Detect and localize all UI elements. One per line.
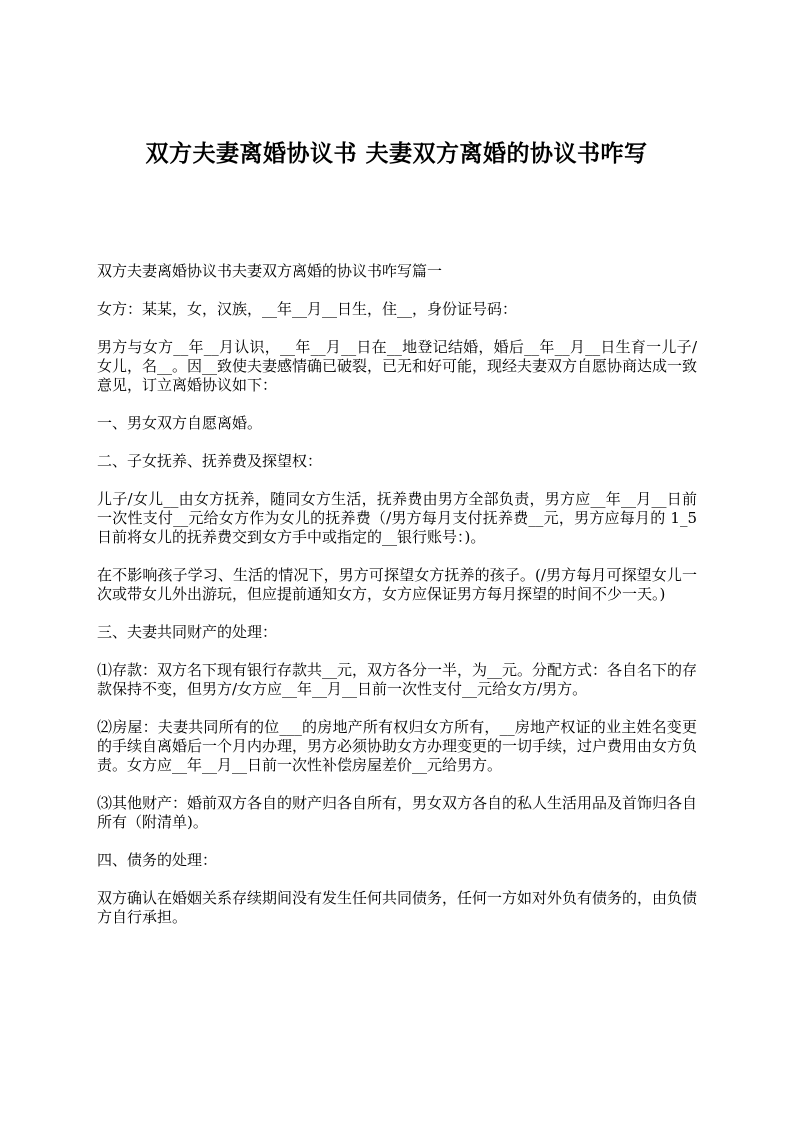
section-heading-divorce: 一、男女双方自愿离婚。 — [97, 414, 263, 432]
paragraph-custody-support: 儿子/女儿__由女方抚养，随同女方生活，抚养费由男方全部负责，男方应__年__月__日前一次性支付__元给女方作为女儿的抚养费（/男方每月支付抚养费__元，男方应每月的 1_5 日前将女儿的抚养费交到女方手中或指定的__银行账号：)。 — [97, 490, 697, 546]
section-heading-debt: 四、债务的处理： — [97, 851, 218, 869]
paragraph-female-party: 女方：某某，女，汉族，__年__月__日生，住__，身份证号码： — [97, 300, 518, 318]
paragraph-debt: 双方确认在婚姻关系存续期间没有发生任何共同债务，任何一方如对外负有债务的，由负债方自行承担。 — [97, 889, 698, 926]
document-body — [97, 262, 697, 946]
paragraph-house: ⑵房屋：夫妻共同所有的位___的房地产所有权归女方所有，__房地产权证的业主姓名变更的手续自离婚后一个月内办理，男方必须协助女方办理变更的一切手续，过户费用由女方负责。女方应__年__月__日前一次性补偿房屋差价__元给男方。 — [97, 718, 698, 774]
section-heading-property: 三、夫妻共同财产的处理： — [97, 623, 278, 641]
document-title: 双方夫妻离婚协议书 夫妻双方离婚的协议书咋写 — [145, 141, 648, 167]
paragraph-visitation: 在不影响孩子学习、生活的情况下，男方可探望女方抚养的孩子。(/男方每月可探望女儿一次或带女儿外出游玩，但应提前通知女方，女方应保证男方每月探望的时间不少一天。) — [97, 566, 697, 603]
paragraph-other-property: ⑶其他财产：婚前双方各自的财产归各自所有，男女双方各自的私人生活用品及首饰归各自所有（附清单)。 — [97, 794, 698, 831]
paragraph-savings: ⑴存款：双方名下现有银行存款共__元，双方各分一半，为__元。分配方式：各自名下的存款保持不变，但男方/女方应__年__月__日前一次性支付__元给女方/男方。 — [97, 661, 698, 698]
section-heading-custody: 二、子女抚养、抚养费及探望权： — [97, 452, 323, 470]
paragraph-marriage-background: 男方与女方__年__月认识，__年__月__日在__地登记结婚，婚后__年__月__日生育一儿子/女儿，名__。因__致使夫妻感情确已破裂，已无和好可能，现经夫妻双方自愿协商达成一致意见，订立离婚协议如下： — [97, 338, 698, 394]
paragraph-subtitle: 双方夫妻离婚协议书夫妻双方离婚的协议书咋写篇一 — [97, 262, 443, 280]
